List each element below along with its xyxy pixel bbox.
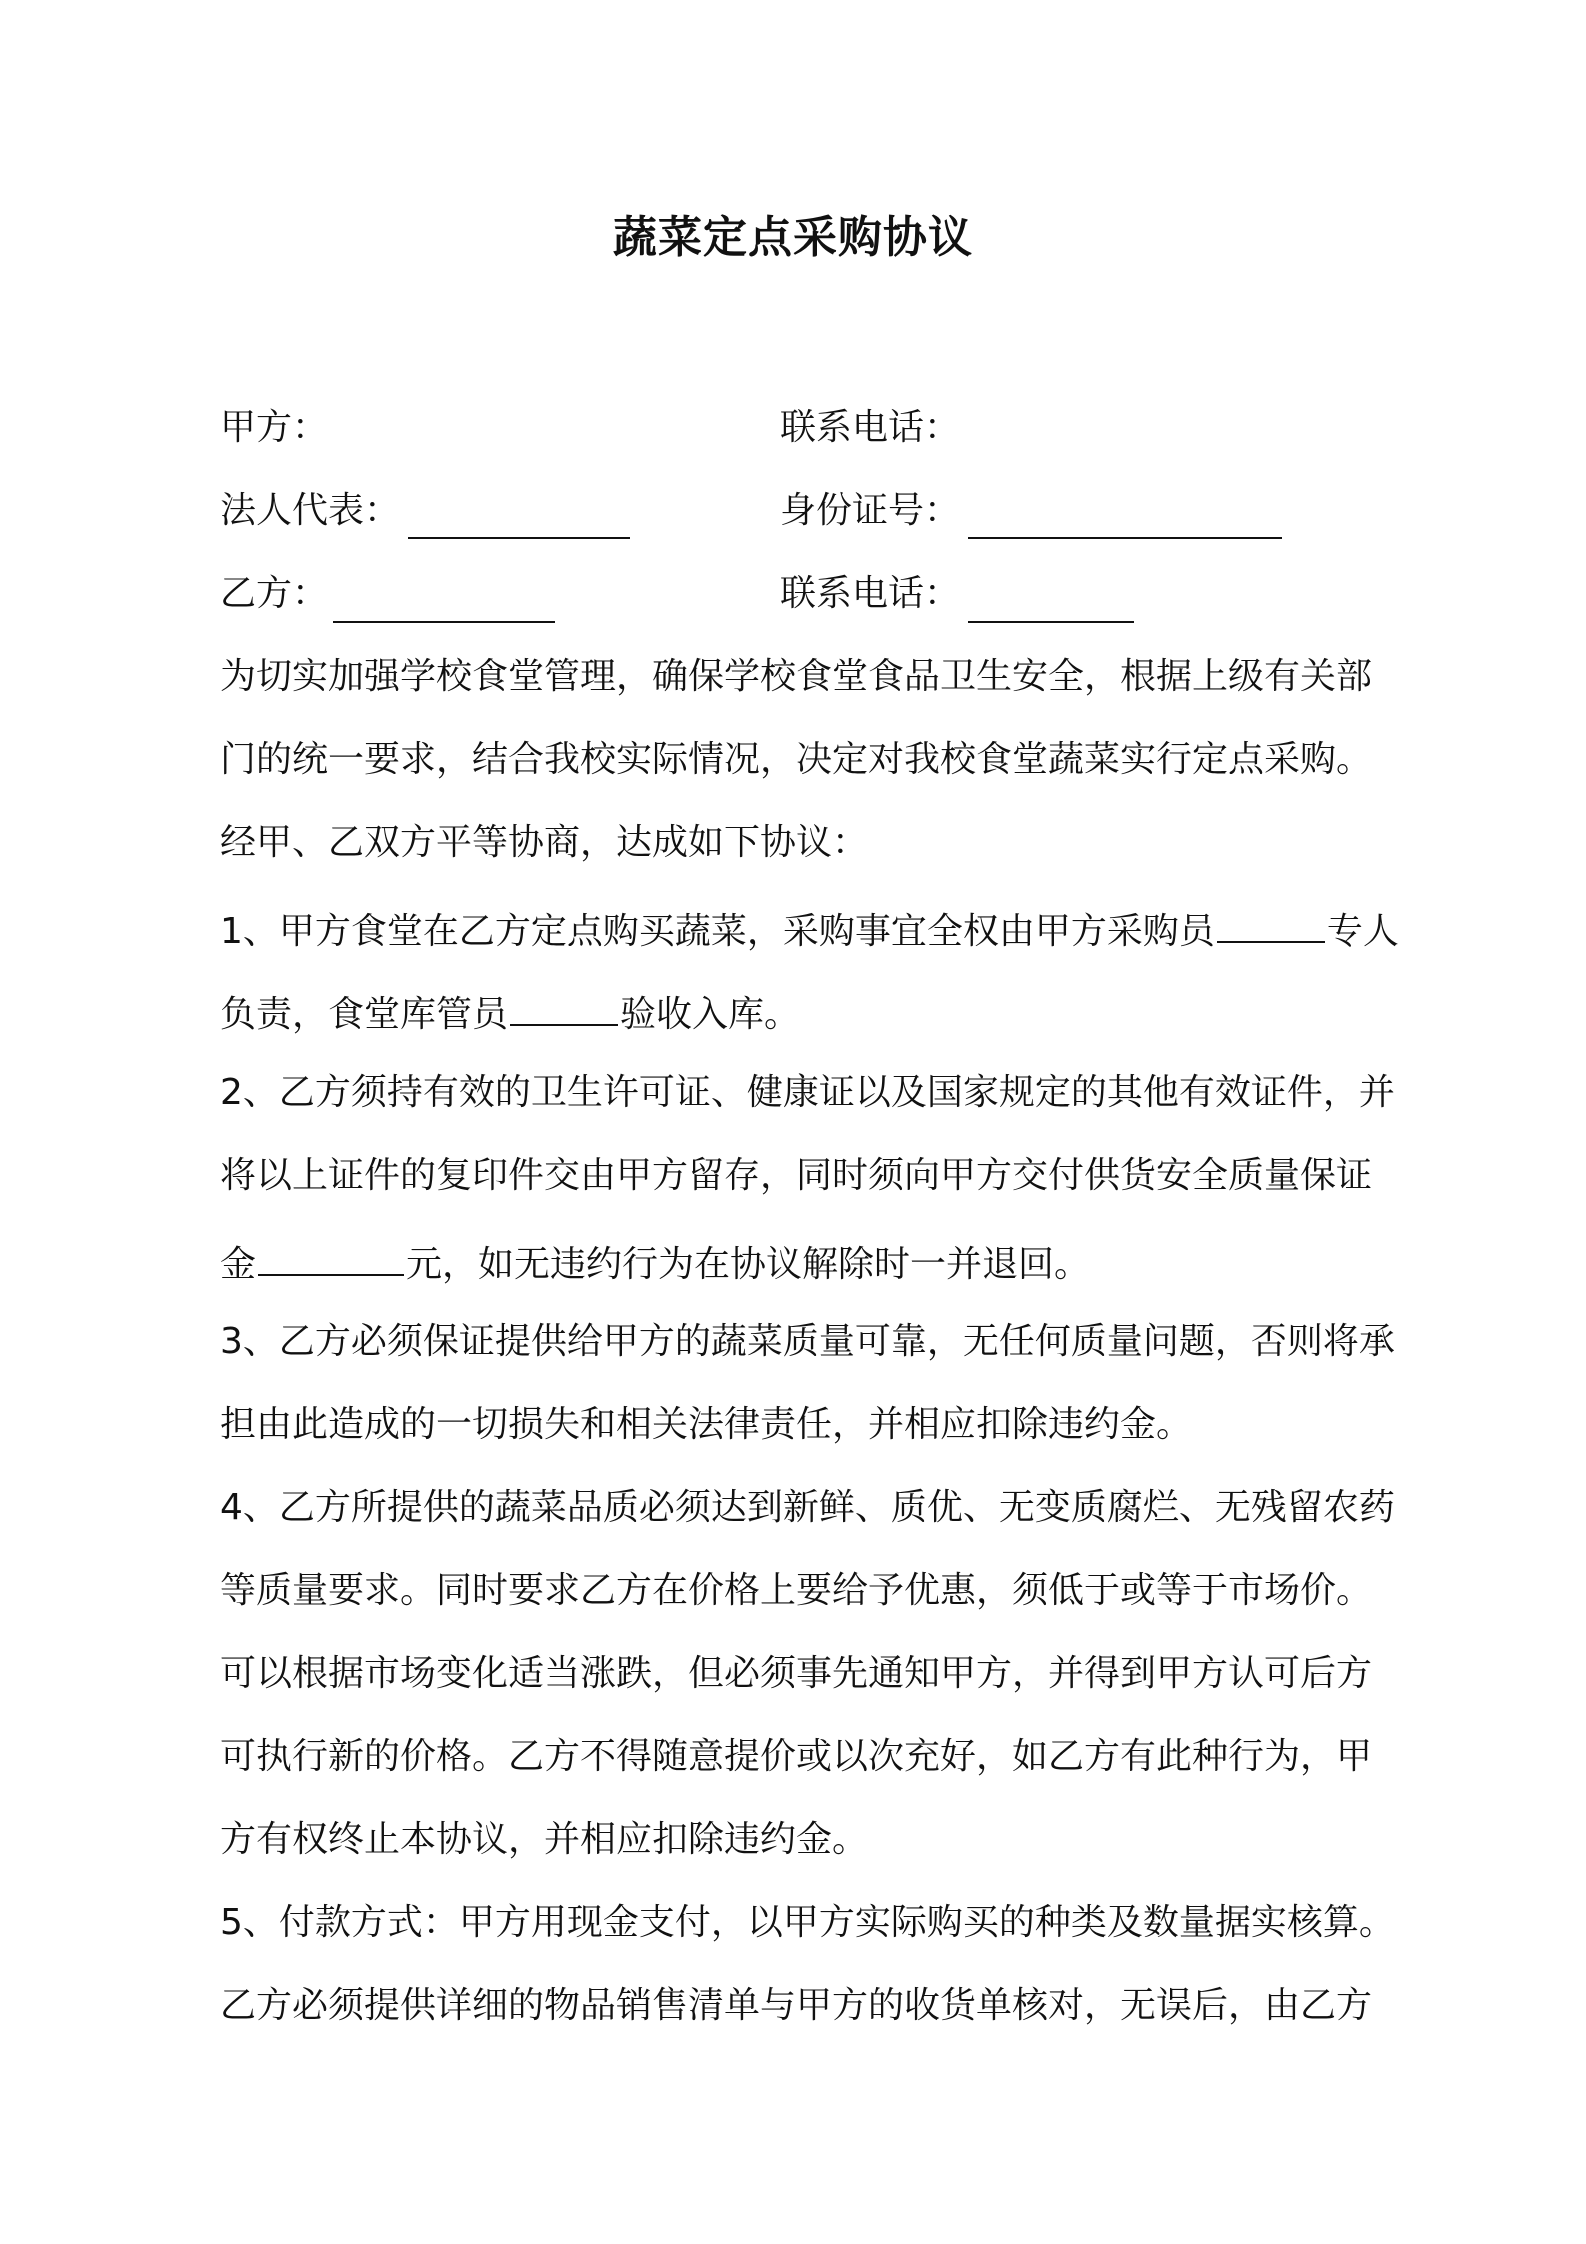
intro-line: 门的统一要求，结合我校实际情况，决定对我校食堂蔬菜实行定点采购。 bbox=[220, 739, 1373, 780]
clause-1-text: 验收入库。 bbox=[620, 994, 801, 1035]
buyer-blank bbox=[1217, 901, 1325, 943]
party-a-label: 甲方： bbox=[220, 407, 329, 448]
intro-line: 为切实加强学校食堂管理，确保学校食堂食品卫生安全，根据上级有关部 bbox=[220, 656, 1373, 697]
clause-1-line bbox=[220, 901, 1399, 957]
clause-2-text: 元，如无违约行为在协议解除时一并退回。 bbox=[406, 1244, 1091, 1285]
clause-4-line: 4、乙方所提供的蔬菜品质必须达到新鲜、质优、无变质腐烂、无残留农药 bbox=[220, 1487, 1395, 1528]
storekeeper-blank bbox=[510, 984, 618, 1026]
clause-2-line: 将以上证件的复印件交由甲方留存，同时须向甲方交付供货安全质量保证 bbox=[220, 1155, 1373, 1196]
intro-line: 经甲、乙双方平等协商，达成如下协议： bbox=[220, 822, 869, 863]
document-title: 蔬菜定点采购协议 bbox=[613, 212, 973, 263]
clause-5-line: 5、付款方式：甲方用现金支付，以甲方实际购买的种类及数量据实核算。 bbox=[220, 1902, 1395, 1943]
clause-2-text: 金 bbox=[220, 1244, 257, 1285]
clause-1-text: 专人 bbox=[1326, 911, 1399, 952]
deposit-blank bbox=[258, 1234, 404, 1276]
clause-2-line bbox=[220, 1234, 1090, 1290]
clause-4-line: 可以根据市场变化适当涨跌，但必须事先通知甲方，并得到甲方认可后方 bbox=[220, 1653, 1373, 1694]
clause-4-line: 等质量要求。同时要求乙方在价格上要给予优惠，须低于或等于市场价。 bbox=[220, 1570, 1373, 1611]
clause-2-line: 2、乙方须持有效的卫生许可证、健康证以及国家规定的其他有效证件，并 bbox=[220, 1072, 1395, 1113]
id-number-label: 身份证号： bbox=[780, 490, 961, 531]
clause-3-line: 担由此造成的一切损失和相关法律责任，并相应扣除违约金。 bbox=[220, 1404, 1193, 1445]
phone-b-label: 联系电话： bbox=[780, 573, 961, 614]
clause-1-text: 1、甲方食堂在乙方定点购买蔬菜，采购事宜全权由甲方采购员 bbox=[220, 911, 1215, 952]
clause-1-text: 负责，食堂库管员 bbox=[220, 994, 509, 1035]
party-b-blank bbox=[333, 621, 555, 623]
party-b-label: 乙方： bbox=[220, 573, 329, 614]
clause-5-line: 乙方必须提供详细的物品销售清单与甲方的收货单核对，无误后，由乙方 bbox=[220, 1985, 1373, 2026]
clause-4-line: 可执行新的价格。乙方不得随意提价或以次充好，如乙方有此种行为，甲 bbox=[220, 1736, 1373, 1777]
legal-rep-label: 法人代表： bbox=[220, 490, 401, 531]
phone-a-label: 联系电话： bbox=[780, 407, 961, 448]
clause-4-line: 方有权终止本协议，并相应扣除违约金。 bbox=[220, 1819, 869, 1860]
clause-3-line: 3、乙方必须保证提供给甲方的蔬菜质量可靠，无任何质量问题，否则将承 bbox=[220, 1321, 1395, 1362]
legal-rep-blank bbox=[408, 537, 630, 539]
phone-b-blank bbox=[968, 621, 1134, 623]
clause-1-line bbox=[220, 984, 800, 1040]
id-number-blank bbox=[968, 537, 1282, 539]
